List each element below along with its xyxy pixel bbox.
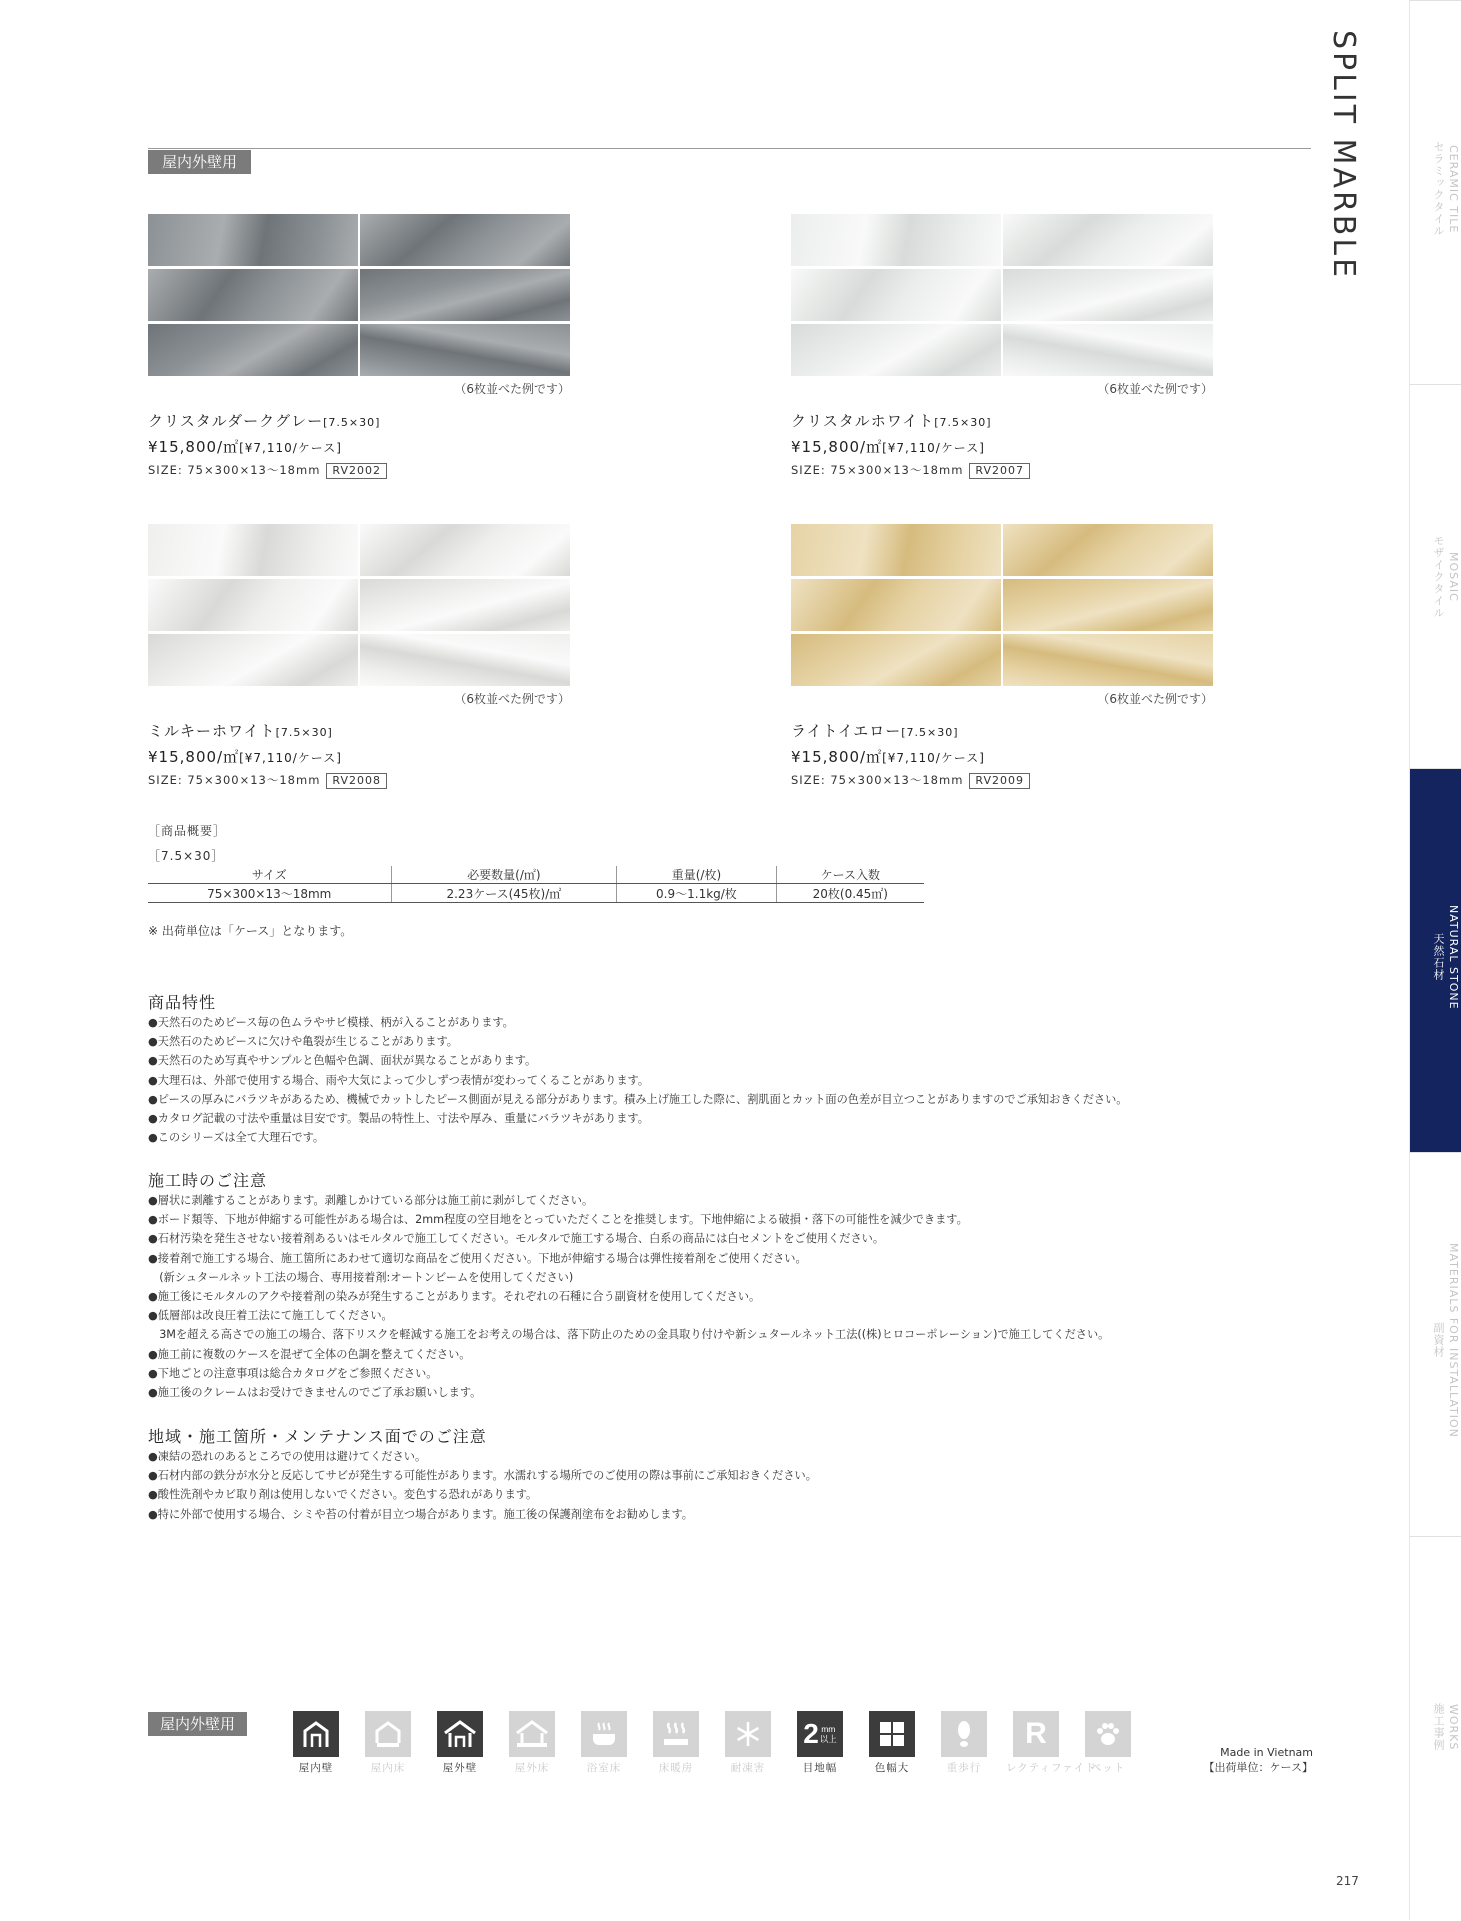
list-item: ●層状に剥離することがあります。剥離しかけている部分は施工前に剥がしてください。 (148, 1194, 594, 1207)
case-price: [¥7,110/ケース] (882, 441, 985, 455)
usage-icon-label: 屋内壁 (298, 1762, 334, 1774)
stone-tile (1003, 324, 1213, 376)
joint-width-number: 2 (803, 1718, 819, 1749)
product-card (148, 214, 588, 484)
stone-tile (360, 579, 570, 631)
stone-tile (360, 524, 570, 576)
usage-icon-item (934, 1711, 994, 1775)
product-name: クリスタルホワイト[7.5×30] (791, 412, 992, 430)
size-tag: [7.5×30] (275, 726, 333, 739)
stone-tile (148, 214, 358, 266)
stone-tile (360, 324, 570, 376)
tab-label-en: NATURAL STONE (1447, 905, 1460, 1010)
product-code: RV2008 (326, 773, 387, 789)
tab-natural-stone[interactable] (1410, 768, 1461, 1152)
list-item: ●下地ごとの注意事項は総合カタログをご参照ください。 (148, 1366, 438, 1380)
usage-icon-label: 浴室床 (586, 1762, 622, 1774)
joint-width-unit: mm (821, 1724, 836, 1734)
product-size: SIZE: 75×300×13〜18mm RV2002 (148, 462, 387, 479)
usage-icon-label: 重歩行 (946, 1762, 982, 1774)
product-code: RV2007 (969, 463, 1030, 479)
size-tag: [7.5×30] (934, 416, 992, 429)
floor-heating-icon (653, 1711, 699, 1757)
indoor-floor-icon (365, 1711, 411, 1757)
spec-cell: 0.9〜1.1kg/枚 (617, 884, 776, 903)
usage-icon-label: 床暖房 (658, 1762, 694, 1774)
spec-cell: 2.23ケース(45枚)/㎡ (391, 884, 617, 903)
list-item: (新シュタールネット工法の場合、専用接着剤:オートンビームを使用してください) (148, 1270, 574, 1284)
product-price: ¥15,800/㎡[¥7,110/ケース] (148, 748, 342, 766)
icon-bar-category-label: 屋内外壁用 (148, 1712, 247, 1736)
section-list (148, 1191, 1298, 1402)
origin-info (1204, 1745, 1313, 1775)
stone-tile (148, 269, 358, 321)
usage-icon-label: 色幅大 (874, 1762, 910, 1774)
rectified-letter: R (1025, 1717, 1047, 1750)
section-title: 地域・施工箇所・メンテナンス面でのご注意 (148, 1427, 487, 1446)
list-item: ●施工後のクレームはお受けできませんのでご了承お願いします。 (148, 1386, 482, 1400)
size-tag: [7.5×30] (323, 416, 381, 429)
stone-tile (1003, 524, 1213, 576)
spec-table (148, 866, 924, 903)
tab-mosaic[interactable] (1410, 384, 1461, 768)
tab-label-jp: 施工事例 (1432, 1703, 1445, 1751)
product-card (791, 214, 1231, 484)
stone-tile (791, 214, 1001, 266)
list-item: ●ピースの厚みにバラツキがあるため、機械でカットしたピース側面が見える部分があります。積み上げ施工した際に、割肌面とカット面の色差が目立つことがありますのでご承知おきください。 (148, 1092, 1128, 1106)
stone-tile (148, 634, 358, 686)
list-item: ●接着剤で施工する場合、施工箇所にあわせて適切な商品をご使用ください。下地が伸縮する場合は弾性接着剤をご使用ください。 (148, 1251, 807, 1265)
tile-swatch (791, 524, 1213, 686)
case-price: [¥7,110/ケース] (239, 441, 342, 455)
usage-icon-item (574, 1711, 634, 1775)
shipping-unit-text: 【出荷単位：ケース】 (1203, 1761, 1313, 1774)
stone-tile (791, 269, 1001, 321)
tile-swatch (791, 214, 1213, 376)
joint-width-qualifier: 以上 (819, 1734, 837, 1744)
stone-tile (1003, 579, 1213, 631)
list-item: ●カタログ記載の寸法や重量は目安です。製品の特性上、寸法や厚み、重量にバラツキがあります。 (148, 1112, 649, 1126)
usage-icon-item (862, 1711, 922, 1775)
list-item: ●凍結の恐れのあるところでの使用は避けてください。 (148, 1450, 427, 1463)
swatch-note: （6枚並べた例です） (454, 692, 570, 706)
pet-icon (1085, 1711, 1131, 1757)
product-size: SIZE: 75×300×13〜18mm RV2008 (148, 772, 387, 789)
product-card (791, 524, 1231, 794)
usage-icon-item (718, 1711, 778, 1775)
tab-label-jp: モザイクタイル (1432, 535, 1445, 619)
stone-tile (360, 214, 570, 266)
stone-tile (1003, 269, 1213, 321)
spec-size-label: ［7.5×30］ (148, 849, 225, 863)
spec-cell: 20枚(0.45㎡) (776, 884, 924, 903)
tab-label-en: WORKS (1447, 1703, 1460, 1751)
list-item: ●低層部は改良圧着工法にて施工してください。 (148, 1309, 393, 1323)
tile-swatch (148, 214, 570, 376)
tab-label-jp: セラミックタイル (1432, 141, 1445, 237)
usage-icon-label: 目地幅 (802, 1762, 838, 1774)
list-item: ●天然石のため写真やサンプルと色幅や色調、面状が異なることがあります。 (148, 1054, 537, 1068)
product-name: クリスタルダークグレー[7.5×30] (148, 412, 381, 430)
stone-tile (360, 269, 570, 321)
product-price: ¥15,800/㎡[¥7,110/ケース] (791, 438, 985, 456)
joint-width-icon (797, 1711, 843, 1757)
usage-category-label: 屋内外壁用 (148, 150, 251, 174)
usage-icon-item (1006, 1711, 1097, 1775)
list-item: ●天然石のためピースに欠けや亀裂が生じることがあります。 (148, 1035, 458, 1049)
shipping-footnote: ※ 出荷単位は「ケース」となります。 (148, 924, 353, 938)
product-size: SIZE: 75×300×13〜18mm RV2007 (791, 462, 1030, 479)
rectified-icon (1013, 1711, 1059, 1757)
swatch-note: （6枚並べた例です） (1097, 382, 1213, 396)
made-in-text: Made in Vietnam (1220, 1746, 1313, 1759)
size-tag: [7.5×30] (901, 726, 959, 739)
outdoor-wall-icon (437, 1711, 483, 1757)
product-price: ¥15,800/㎡[¥7,110/ケース] (148, 438, 342, 456)
tile-swatch (148, 524, 570, 686)
page-number: 217 (1336, 1874, 1359, 1888)
swatch-note: （6枚並べた例です） (1097, 692, 1213, 706)
spec-header: サイズ (148, 866, 391, 884)
case-price: [¥7,110/ケース] (239, 751, 342, 765)
section-maintenance-notes (148, 1424, 1298, 1524)
section-list (148, 1013, 1298, 1147)
product-name: ライトイエロー[7.5×30] (791, 722, 959, 740)
product-name: ミルキーホワイト[7.5×30] (148, 722, 333, 740)
header-rule (148, 148, 1311, 149)
list-item: ●特に外部で使用する場合、シミや苔の付着が目立つ場合があります。施工後の保護剤塗布をお勧めします。 (148, 1507, 693, 1521)
stone-tile (1003, 214, 1213, 266)
list-item: ●天然石のためピース毎の色ムラやサビ模様、柄が入ることがあります。 (148, 1016, 514, 1029)
list-item: ●石材内部の鉄分が水分と反応してサビが発生する可能性があります。水濡れする場所でのご使用の際は事前にご承知おきください。 (148, 1469, 817, 1483)
swatch-note: （6枚並べた例です） (454, 382, 570, 396)
section-title: 商品特性 (148, 993, 217, 1012)
stone-tile (148, 579, 358, 631)
usage-icon-label: ペット (1090, 1762, 1126, 1774)
usage-icon-item (286, 1711, 346, 1775)
tab-label-en: MOSAIC (1447, 552, 1460, 602)
series-title: SPLIT MARBLE (1326, 30, 1361, 281)
stone-tile (148, 524, 358, 576)
list-item: ●ボード類等、下地が伸縮する可能性がある場合は、2mm程度の空目地をとっていただくことを推奨します。下地伸縮による破損・落下の可能性を減少できます。 (148, 1213, 968, 1227)
list-item: ●施工後にモルタルのアクや接着剤の染みが発生することがあります。それぞれの石種に合う副資材を使用してください。 (148, 1290, 761, 1304)
stone-tile (791, 324, 1001, 376)
spec-header-row (148, 866, 924, 884)
usage-icon-item (790, 1711, 850, 1775)
product-code: RV2009 (969, 773, 1030, 789)
section-installation-notes (148, 1168, 1298, 1402)
section-features (148, 990, 1298, 1147)
color-variation-icon (869, 1711, 915, 1757)
usage-icon-label: 屋外壁 (442, 1762, 478, 1774)
product-code: RV2002 (326, 463, 387, 479)
stone-tile (791, 634, 1001, 686)
spec-header: 重量(/枚) (617, 866, 776, 884)
list-item: ●施工前に複数のケースを混ぜて全体の色調を整えてください。 (148, 1347, 471, 1361)
usage-icon-item (646, 1711, 706, 1775)
list-item: ●このシリーズは全て大理石です。 (148, 1131, 325, 1145)
outdoor-floor-icon (509, 1711, 555, 1757)
spec-cell: 75×300×13〜18mm (148, 884, 391, 903)
product-size: SIZE: 75×300×13〜18mm RV2009 (791, 772, 1030, 789)
usage-icon-label: 屋外床 (514, 1762, 550, 1774)
usage-icon-item (502, 1711, 562, 1775)
usage-icon-label: 耐凍害 (730, 1762, 766, 1774)
bathroom-floor-icon (581, 1711, 627, 1757)
spec-header: 必要数量(/㎡) (391, 866, 617, 884)
list-item: 3Mを超える高さでの施工の場合、落下リスクを軽減する施工をお考えの場合は、落下防止のための金具取り付けや新シュタールネット工法((株)ヒロコーポレーション)で施工してください。 (148, 1328, 1110, 1342)
usage-icon-item (430, 1711, 490, 1775)
stone-tile (791, 579, 1001, 631)
list-item: ●大理石は、外部で使用する場合、雨や大気によって少しずつ表情が変わってくることがあります。 (148, 1073, 650, 1087)
usage-icon-item (1078, 1711, 1138, 1775)
tab-works[interactable] (1410, 1536, 1461, 1921)
frost-resistance-icon (725, 1711, 771, 1757)
product-card (148, 524, 588, 794)
spec-row (148, 884, 924, 903)
stone-tile (360, 634, 570, 686)
tab-label-jp: 天然石材 (1432, 933, 1445, 982)
tab-label-jp: 副資材 (1432, 1322, 1445, 1359)
list-item: ●石材汚染を発生させない接着剤あるいはモルタルで施工してください。モルタルで施工する場合、白系の商品には白セメントをご使用ください。 (148, 1232, 885, 1246)
section-title: 施工時のご注意 (148, 1171, 268, 1190)
list-item: ●酸性洗剤やカビ取り剤は使用しないでください。変色する恐れがあります。 (148, 1488, 538, 1502)
usage-icon-label: レクティファイド (1006, 1762, 1097, 1774)
usage-icon-label: 屋内床 (370, 1762, 406, 1774)
usage-icon-item (358, 1711, 418, 1775)
stone-tile (1003, 634, 1213, 686)
overview-label: ［商品概要］ (148, 824, 227, 838)
stone-tile (791, 524, 1001, 576)
product-price: ¥15,800/㎡[¥7,110/ケース] (791, 748, 985, 766)
tab-label-en: CERAMIC TILE (1447, 144, 1460, 234)
stone-tile (148, 324, 358, 376)
indoor-wall-icon (293, 1711, 339, 1757)
heavy-traffic-icon (941, 1711, 987, 1757)
tab-ceramic-tile[interactable] (1410, 0, 1461, 384)
case-price: [¥7,110/ケース] (882, 751, 985, 765)
tab-materials-for-installation[interactable] (1410, 1152, 1461, 1536)
tab-label-en: MATERIALS FOR INSTALLATION (1447, 1243, 1460, 1438)
section-list (148, 1447, 1298, 1524)
spec-header: ケース入数 (776, 866, 924, 884)
